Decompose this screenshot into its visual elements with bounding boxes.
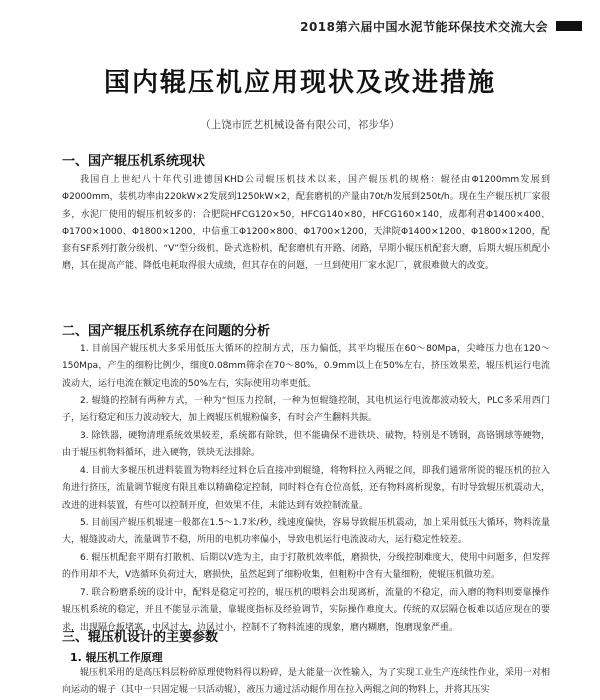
problem-item-3: 3. 除铁器，硬物清理系统效果较差，系统都有除铁，但不能确保不进铁块、破物，特别是不锈钢，高铬钢球等硬物，由于辊压机物料循环，进入硬物，铁块无法排除。 [62,431,550,459]
section-heading-3: 三、辊压机设计的主要参数 [62,630,219,645]
problem-item-1: 1. 目前国产辊压机大多采用低压大循环的控制方式，压力偏低，其平均辊压在60～80Mpa，尖峰压力也在120～150Mpa，产生的细粉比例少，细度0.08mm筛余在70～80%，0.9mm以上在50%左右，挤压效果差，辊压机运行电流波动大，运行电流在额定电流的50%左右，实际使用功率更低。 [62,344,550,389]
problem-item-5: 5. 目前国产辊压机辊速一般都在1.5～1.7米/秒，线速度偏快，容易导致辊压机震动，加上采用低压大循环，物料流量大，辊缝波动大，流量调节不稳，所用的电机功率偏小，导致电机运行电流波动大，运行稳定性较差。 [62,518,550,546]
principle-paragraph: 辊压机采用的是高压料层粉碎原理使物料得以粉碎，是大能量一次性输入，为了实现工业生产连续性作业，采用一对相向运动的辊子（其中一只固定辊一只活动辊），液压力通过活动辊作用在拉入两辊之间的物料上，并将其压实 [62,668,550,696]
problem-item-7: 7. 联合粉磨系统的设计中，配料是稳定可控的，辊压机的喂料会出现离析，流量的不稳定，而入磨的物料则要靠操作辊压机系统的稳定，并且不能显示流量，靠辊度指标及经验调节，实际操作难度大。传统的双层隔仓板难以适应现在的要求，出现隔仓板堵塞，中风过大，边风过小，控制不了物料流速的现象，磨内糊磨，饱磨现象严重。 [62,588,550,633]
header-marker [556,21,582,31]
author-line: （上饶市匠艺机械设备有限公司，祁步华） [200,119,400,131]
section-heading-2: 二、国产辊压机系统存在问题的分析 [62,324,271,339]
conference-name: 2018第六届中国水泥节能环保技术交流大会 [300,20,548,34]
problem-item-2: 2. 辊缝的控制有两种方式，一种为“恒压力控制，一种为恒辊缝控制，其电机运行电流都波动较大，PLC多采用西门子，运行稳定和压力波动较大，加上阀辊压机辊粉偏多，有时会产生翻料共振。 [62,396,550,424]
subsection-heading-1: 1. 辊压机工作原理 [70,651,163,664]
problem-item-6: 6. 辊压机配套平期有打散机、后期以V选为主，由于打散机效率低，磨损快，分级控制难度大，使用中问题多，但发挥的作用却不大，V选循环负荷过大，磨损快，虽然起到了细粉收集，但粗粉中含有大量细粉，使辊压机做功差。 [62,553,550,581]
section-heading-1: 一、国产辊压机系统现状 [62,154,206,169]
article-title: 国内辊压机应用现状及改进措施 [103,68,496,98]
page-header [0,18,600,36]
section-1-paragraph: 我国自上世纪八十年代引进德国KHD公司辊压机技术以来，国产辊压机的规格：辊径由Φ1200mm发展到Φ2000mm，装机功率由220kW×2发展到1250kW×2，配套磨机的产量由70t/h发展到250t/h。现在生产辊压机厂家很多，水泥厂使用的辊压机较多的：合肥院HFCG120×50，HFCG140×80，HFCG160×140，成都利君Φ1400×400、Φ1700×1000、Φ1800×1200，中信重工Φ1200×800、Φ1700×1200，天津院Φ1400×1200、Φ1800×1200，配套有SF系列打散分级机、“V”型分级机、卧式选粉机，配套磨机有开路、闭路，早期小辊压机配套大磨，后期大辊压机配小磨，其在提高产能、降低电耗取得很大成绩，但其存在的问题，一旦到使用厂家水泥厂，就很难做大的改变。 [62,175,550,272]
problem-item-4: 4. 目前大多辊压机进料装置为物料经过料仓后直接冲到辊缝，将物料拉入两辊之间，即我们通常所说的辊压机的拉入角进行挤压，流量调节辊度有限且难以精确稳定控制，同时料仓有仓位高低，还有物料离析现象，有时导致辊压机震动大，改进的进料装置，有些可以控制开度，但效果不佳，未能达到有效控制流量。 [62,466,550,511]
